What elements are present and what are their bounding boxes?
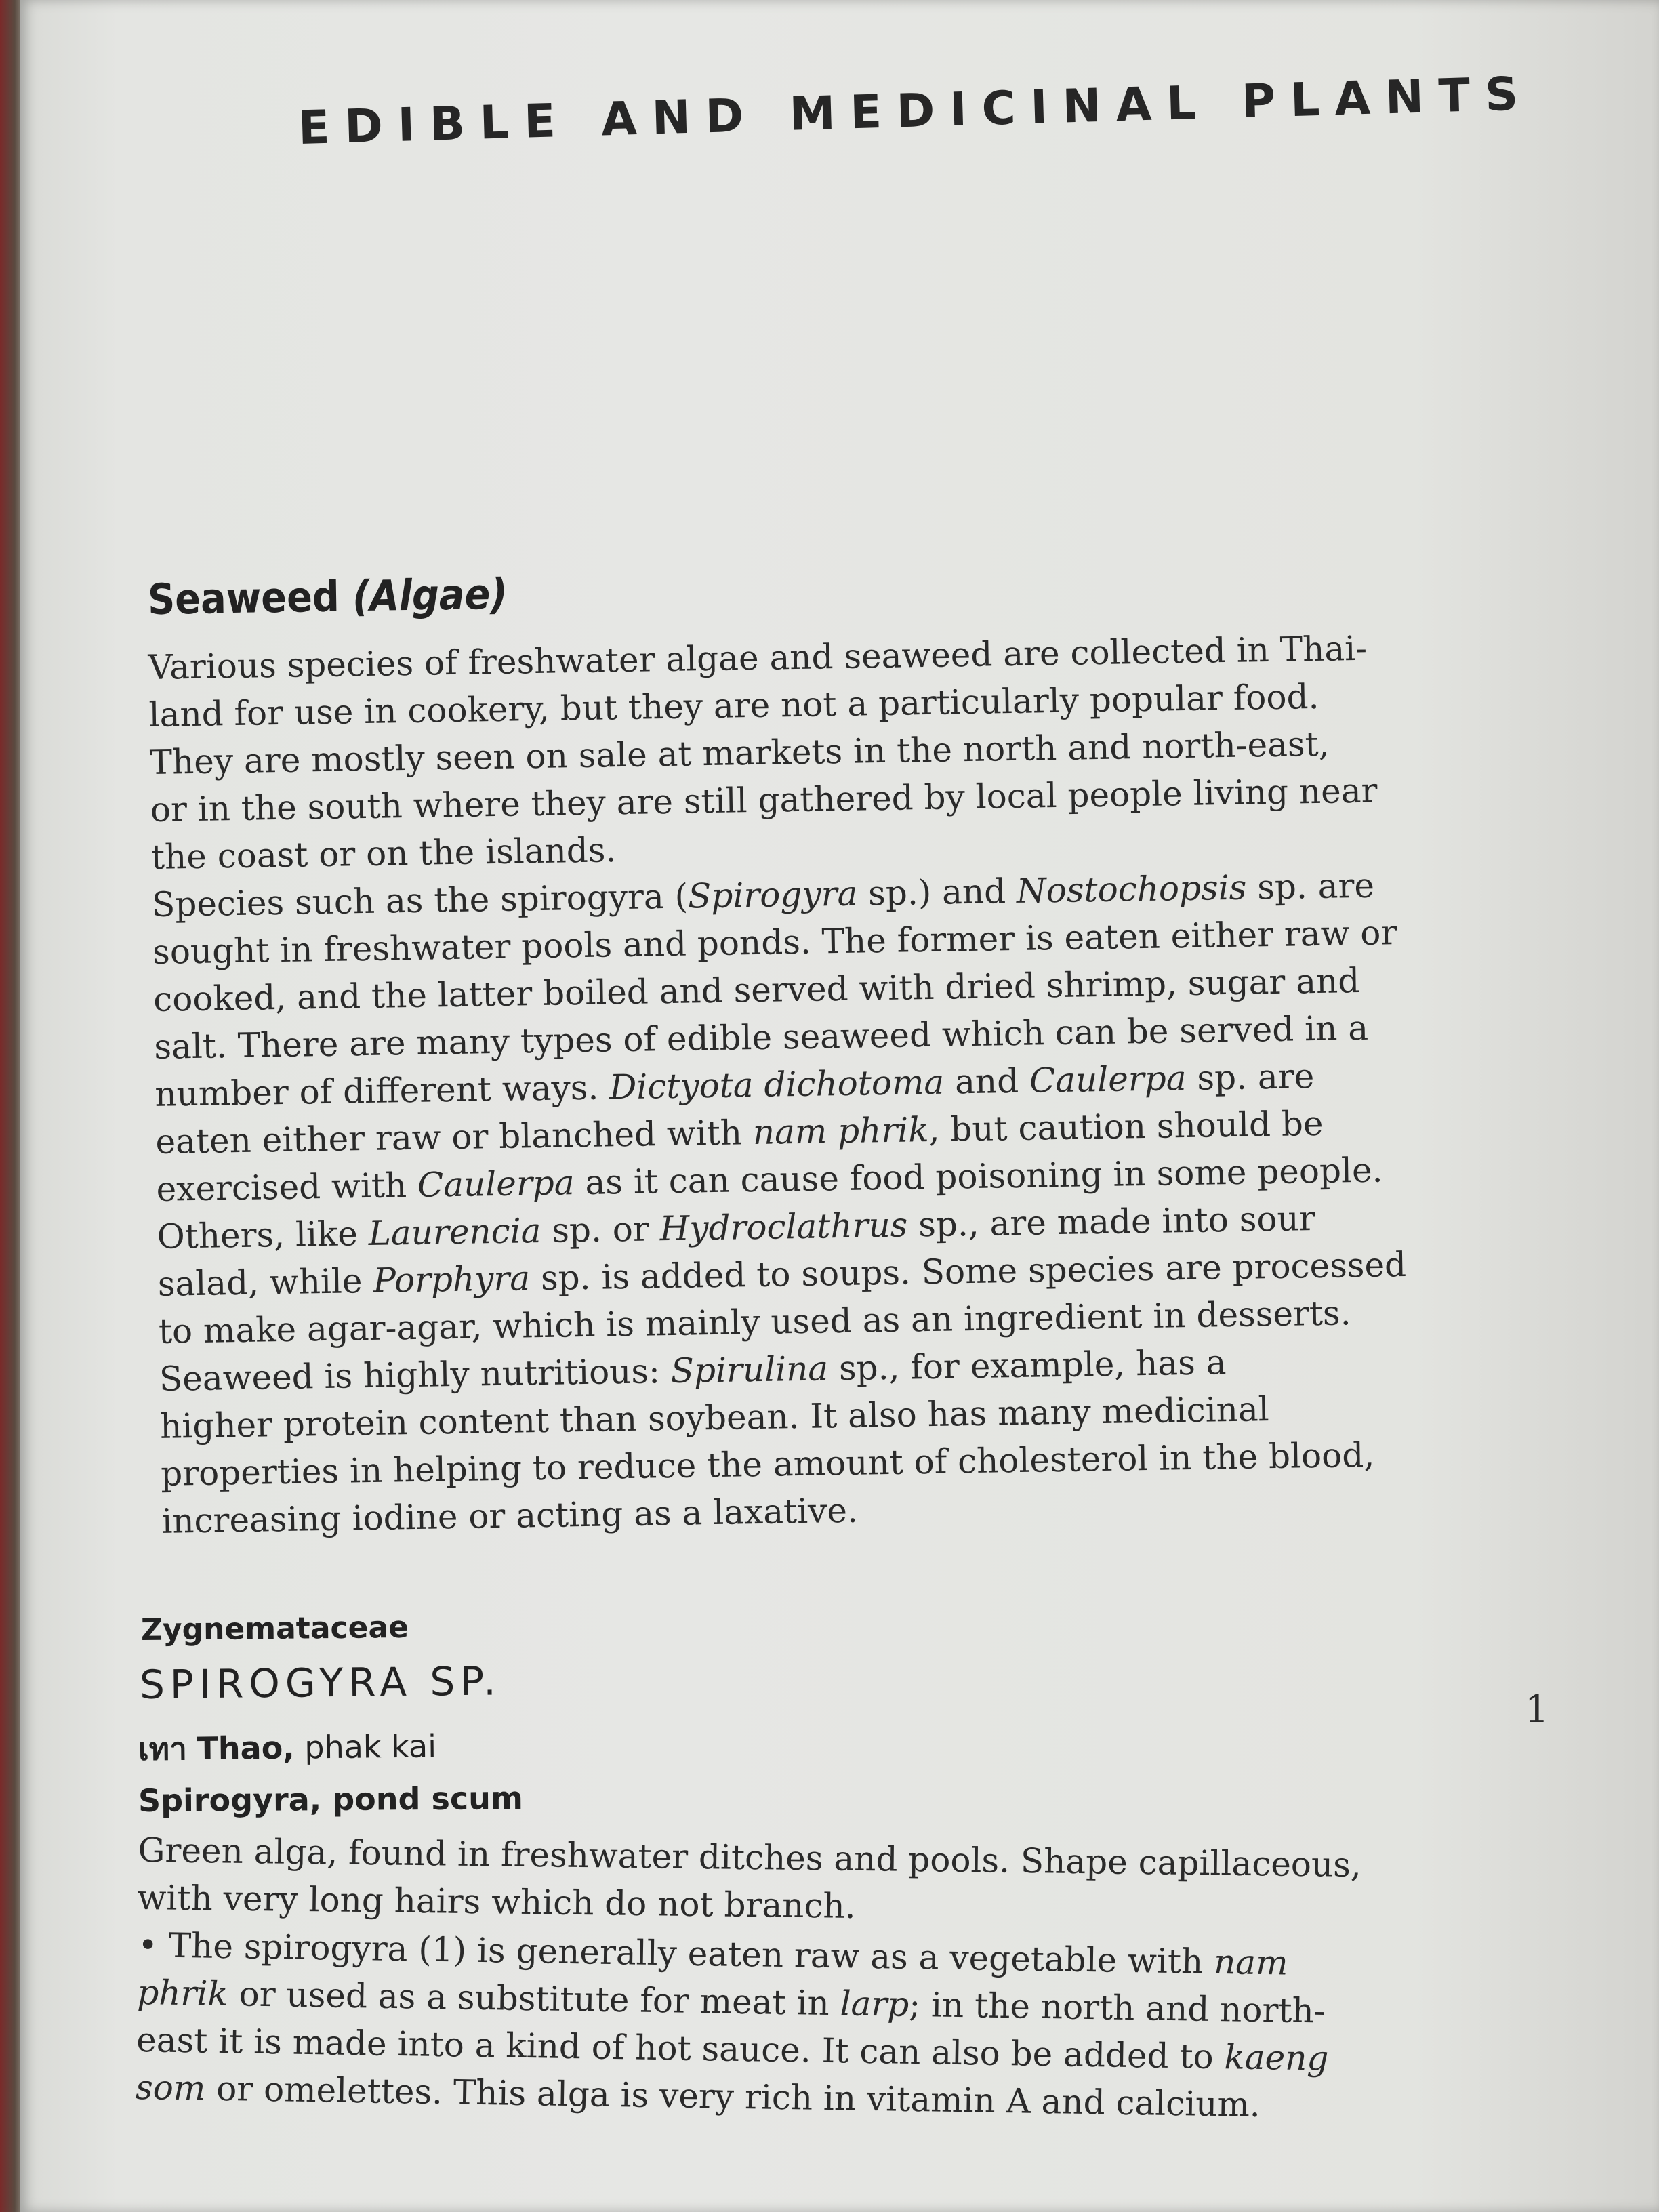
- entry-use-text: • The spirogyra (1) is generally eaten raw as a vegetable with nam phrik or used as a substitute for meat in larp; in the north and north- east it is made into a kind of hot sauce. It can also be added to kaeng som or omelettes. This alga is very rich in vitamin A and calcium.: [135, 1925, 1329, 2125]
- intro-text: [148, 622, 1551, 1545]
- entry-thai-script: เทา: [138, 1730, 188, 1767]
- entry-thai-alt: phak kai: [304, 1727, 437, 1766]
- entry-family: Zygnemataceae: [140, 1610, 409, 1647]
- section-title-latin: (Algae): [352, 569, 508, 621]
- intro-paragraph-1: Various species of freshwater algae and seaweed are collected in Thai- land for use in cookery, but they are not a particularly popular food. They are mostly seen on sale at markets in the north and north-east, or in the south where they are still gathered by local people living near the coast or on the islands.: [148, 628, 1378, 877]
- entry-description: [137, 1826, 1528, 1938]
- entry-species: SPIROGYRA SP.: [139, 1658, 501, 1708]
- entry-common-name: Spirogyra, pond scum: [138, 1780, 523, 1819]
- intro-paragraph-2: Species such as the spirogyra (Spirogyra sp.) and Nostochopsis sp. are sought in freshwater pools and ponds. The former is eaten either raw or cooked, and the latter boiled and served with dried shrimp, sugar and salt. There are many types of edible seaweed which can be served in a number of different ways. Dictyota dichotoma and Caulerpa sp. are eaten either raw or blanched with nam phrik, but caution should be exercised with Caulerpa as it can cause food poisoning in some people. Others, like Laurencia sp. or Hydroclathrus sp., are made into sour salad, while Porphyra sp. is added to soups. Some species are processed to make agar-agar, which is mainly used as an ingredient in desserts. Seaweed is highly nutritious: Spirulina sp., for example, has a higher protein content than soybean. It also has many medicinal properties in helping to reduce the amount of cholesterol in the blood, increasing iodine or acting as a laxative.: [151, 865, 1407, 1541]
- running-head: EDIBLE AND MEDICINAL PLANTS: [297, 67, 1534, 155]
- book-page: [20, 0, 1659, 2212]
- entry-thai-romanized: Thao,: [197, 1729, 295, 1767]
- section-title-common: Seaweed: [147, 571, 340, 624]
- entry-thai-name: [138, 1721, 437, 1774]
- entry-description-text: Green alga, found in freshwater ditches and pools. Shape capillaceous, with very long hairs which do not branch.: [137, 1830, 1362, 1926]
- section-title: [147, 569, 508, 624]
- figure-number: 1: [1525, 1687, 1549, 1732]
- entry-use: [136, 1921, 1528, 2133]
